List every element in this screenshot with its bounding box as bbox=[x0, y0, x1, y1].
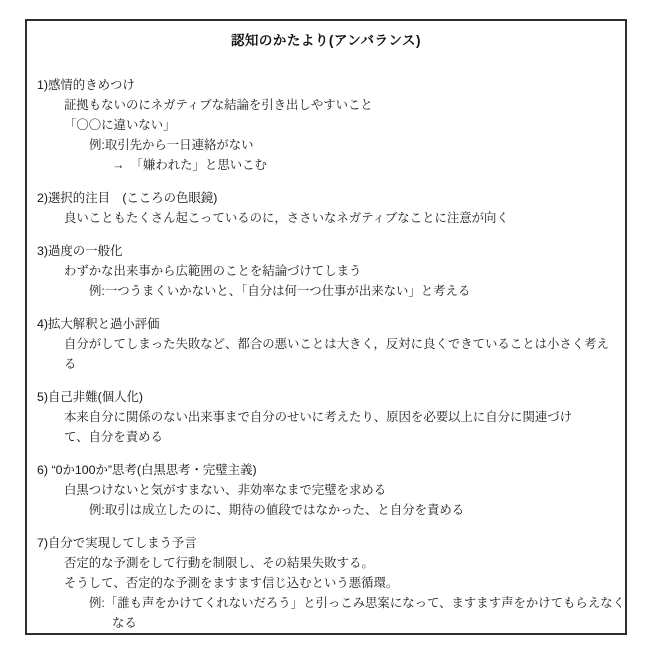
section-1-line-2: 「〇〇に違いない」 bbox=[64, 118, 176, 132]
section-7-heading: 7)自分で実現してしまう予言 bbox=[37, 536, 197, 550]
section-4-heading: 4)拡大解釈と過小評価 bbox=[37, 317, 160, 331]
section-7-line-3: 例:「誰も声をかけてくれないだろう」と引っこみ思案になって、ますます声をかけてもらえなく bbox=[89, 596, 625, 610]
document-title: 認知のかたより(アンバランス) bbox=[230, 33, 422, 48]
section-7-line-4: なる bbox=[112, 616, 137, 630]
section-3-heading: 3)過度の一般化 bbox=[37, 244, 123, 258]
section-1-line-4: → 「嫌われた」と思いこむ bbox=[112, 158, 267, 172]
section-4-line-2: る bbox=[64, 357, 77, 371]
section-2-line-1: 良いこともたくさん起こっているのに，ささいなネガティブなことに注意が向く bbox=[64, 211, 509, 225]
section-5-line-1: 本来自分に関係のない出来事まで自分のせいに考えたり、原因を必要以上に自分に関連づけ bbox=[64, 410, 573, 424]
section-6-heading: 6) “0か100か”思考(白黒思考・完璧主義) bbox=[37, 463, 257, 477]
section-7-line-2: そうして、否定的な予測をますます信じ込むという悪循環。 bbox=[64, 576, 399, 590]
section-5-line-2: て、自分を責める bbox=[64, 430, 163, 444]
section-1-line-1: 証拠もないのにネガティブな結論を引き出しやすいこと bbox=[64, 98, 373, 112]
section-5-heading: 5)自己非難(個人化) bbox=[37, 390, 144, 404]
section-6-line-2: 例:取引は成立したのに、期待の値段ではなかった、と自分を責める bbox=[89, 503, 465, 517]
section-6 bbox=[37, 460, 625, 520]
section-2 bbox=[37, 188, 625, 228]
section-7 bbox=[37, 533, 625, 633]
section-1-heading: 1)感情的きめつけ bbox=[37, 78, 135, 92]
section-7-line-1: 否定的な予測をして行動を制限し、その結果失敗する。 bbox=[64, 556, 374, 570]
section-5 bbox=[37, 387, 625, 447]
document-page bbox=[25, 19, 627, 635]
section-4-line-1: 自分がしてしまった失敗など、都合の悪いことは大きく，反対に良くできていることは小さく考え bbox=[64, 337, 609, 351]
section-4 bbox=[37, 314, 625, 374]
section-1 bbox=[37, 75, 625, 175]
section-3-line-2: 例:一つうまくいかないと、「自分は何一つ仕事が出来ない」と考える bbox=[89, 284, 471, 298]
section-3-line-1: わずかな出来事から広範囲のことを結論づけてしまう bbox=[64, 264, 362, 278]
section-1-line-3: 例:取引先から一日連絡がない bbox=[89, 138, 254, 152]
section-2-heading: 2)選択的注目 (こころの色眼鏡) bbox=[37, 191, 218, 205]
section-6-line-1: 白黒つけないと気がすまない、非効率なまで完璧を求める bbox=[64, 483, 387, 497]
section-3 bbox=[37, 241, 625, 301]
